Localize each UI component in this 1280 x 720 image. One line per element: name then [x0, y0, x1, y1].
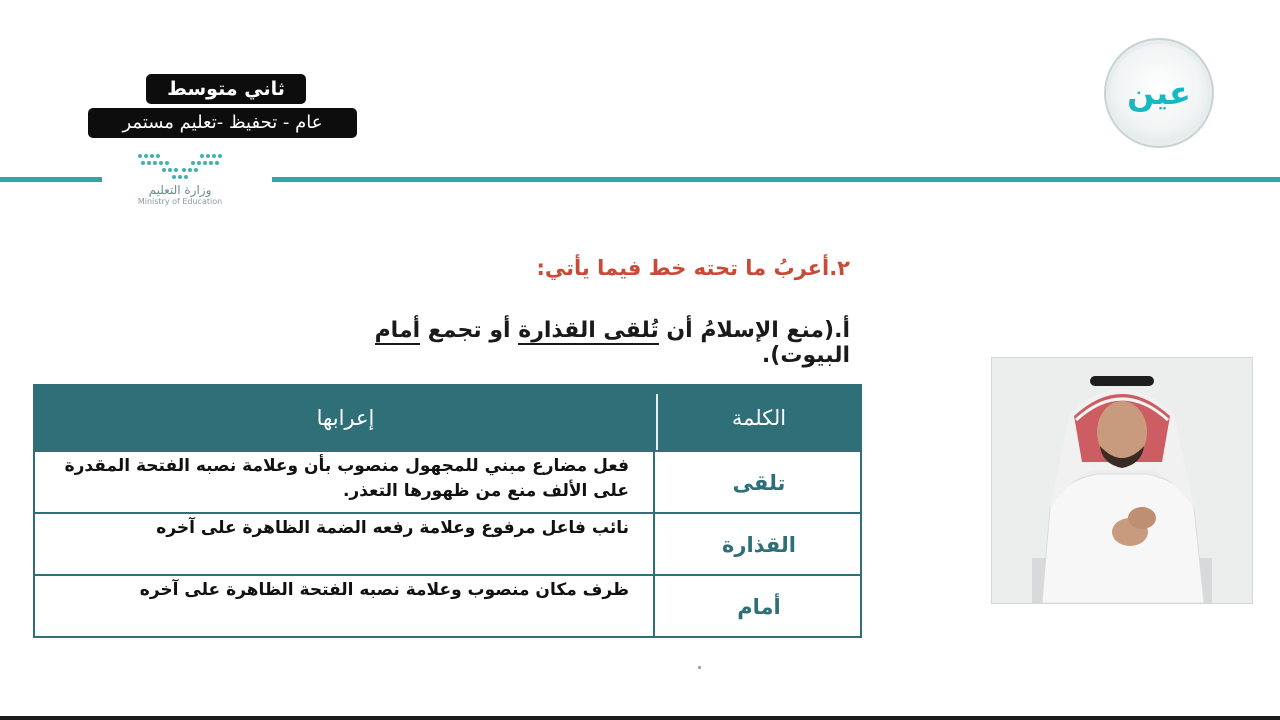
- sentence-suffix: البيوت).: [761, 343, 850, 368]
- stray-dot: [698, 666, 701, 669]
- sign-language-interpreter: [991, 357, 1253, 604]
- meaning-cell: ظرف مكان منصوب وعلامة نصبه الفتحة الظاهرة على آخره: [35, 576, 655, 638]
- question-sentence: [300, 318, 850, 368]
- ministry-name-en: Ministry of Education: [137, 197, 223, 206]
- ain-logo-text: عين: [1127, 74, 1191, 112]
- table-row: [35, 450, 860, 514]
- ain-channel-logo: [1110, 44, 1208, 142]
- word-cell: أمام: [737, 595, 781, 619]
- meaning-cell: نائب فاعل مرفوع وعلامة رفعه الضمة الظاهرة على آخره: [35, 514, 655, 576]
- underlined-phrase-2: أمام: [374, 318, 421, 343]
- header-rule-right: [272, 177, 1280, 182]
- ministry-logo: [110, 152, 250, 224]
- header-word: الكلمة: [731, 406, 787, 430]
- table-header: [35, 386, 860, 450]
- grade-badge: ثاني متوسط: [146, 74, 306, 104]
- question-heading: ٢.أعربُ ما تحته خط فيما يأتي:: [536, 256, 850, 280]
- word-cell: تلقى: [732, 471, 786, 495]
- header-meaning: إعرابها: [316, 406, 375, 430]
- parsing-table: [33, 384, 862, 638]
- meaning-cell: فعل مضارع مبني للمجهول منصوب بأن وعلامة نصبه الفتحة المقدرة على الألف منع من ظهورها التعذر.: [35, 452, 655, 514]
- table-row: [35, 512, 860, 576]
- sentence-middle: أو تجمع: [420, 318, 519, 343]
- ministry-dots-icon: [134, 152, 226, 182]
- table-row: [35, 574, 860, 638]
- track-badge: عام - تحفيظ -تعليم مستمر: [88, 108, 357, 138]
- interpreter-figure-icon: [992, 358, 1252, 603]
- ministry-name-ar: وزارة التعليم: [148, 183, 212, 197]
- underlined-phrase-1: تُلقى القذارة: [518, 318, 659, 343]
- bottom-bar: [0, 716, 1280, 720]
- header-rule-left: [0, 177, 102, 182]
- word-cell: القذارة: [721, 533, 796, 557]
- sentence-prefix: أ.(منع الإسلامُ أن: [658, 318, 850, 343]
